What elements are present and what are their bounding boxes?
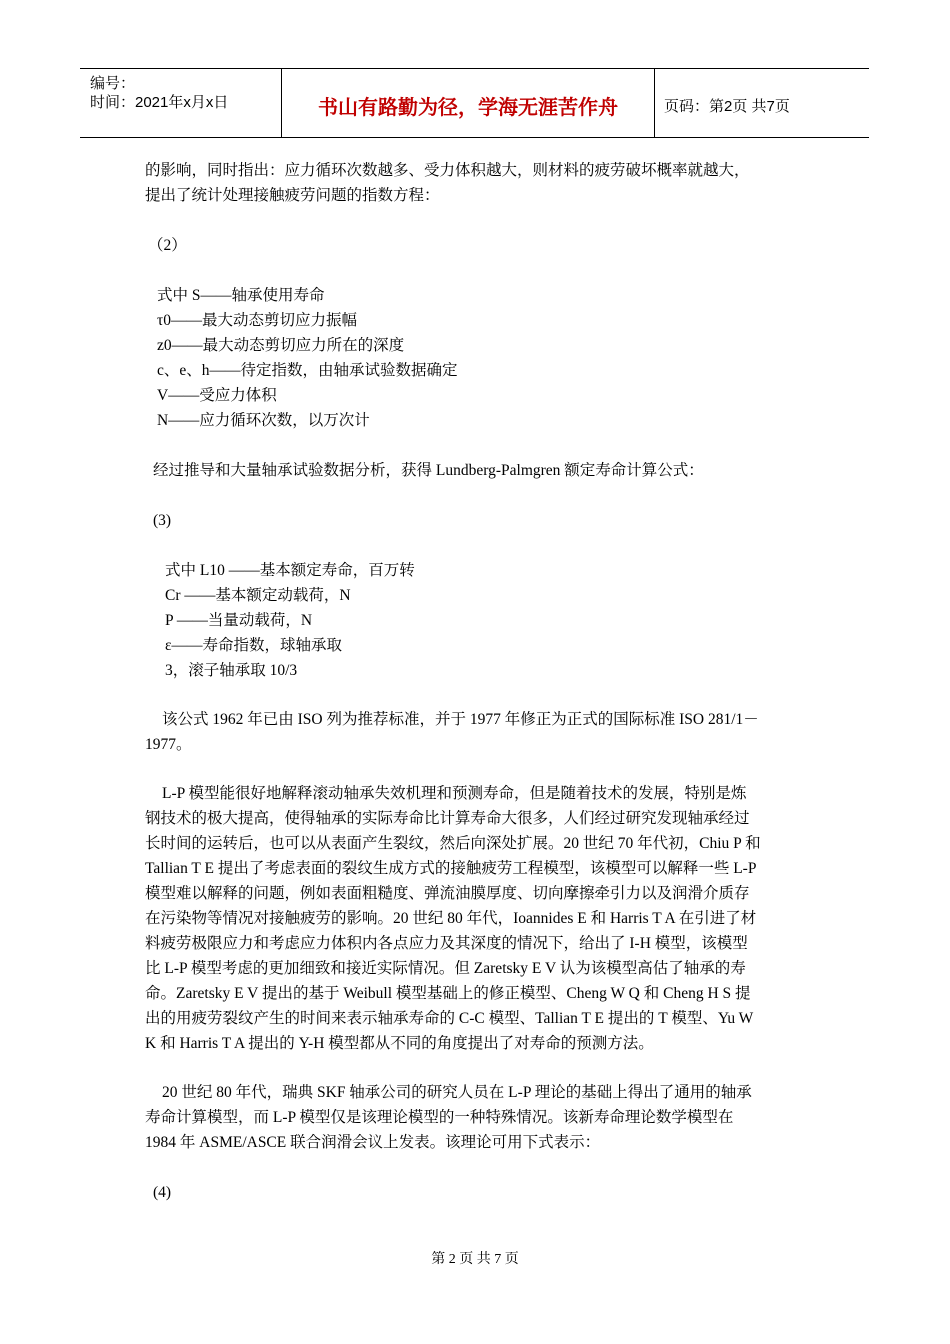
paragraph-line: 模型难以解释的问题，例如表面粗糙度、弹流油膜厚度、切向摩擦牵引力以及润滑介质存 xyxy=(145,885,750,902)
definition-line: Cr ——基本额定动载荷，N xyxy=(165,587,351,604)
paragraph-line: 长时间的运转后，也可以从表面产生裂纹，然后向深处扩展。20 世纪 70 年代初，Chiu P 和 xyxy=(145,835,761,852)
definition-line: P ——当量动载荷，N xyxy=(165,612,313,629)
definition-line: 式中 L10 ——基本额定寿命，百万转 xyxy=(165,562,415,579)
definition-line: 3，滚子轴承取 10/3 xyxy=(165,662,298,679)
definition-line: V——受应力体积 xyxy=(157,387,277,404)
header-motto-cell xyxy=(282,69,655,137)
paragraph-line: K 和 Harris T A 提出的 Y-H 模型都从不同的角度提出了对寿命的预测方法。 xyxy=(145,1035,654,1052)
equation-number: (4) xyxy=(153,1184,172,1201)
paragraph-line: 在污染物等情况对接触疲劳的影响。20 世纪 80 年代，Ioannides E 和 Harris T A 在引进了材 xyxy=(145,910,757,927)
paragraph-line: 料疲劳极限应力和考虑应力体积内各点应力及其深度的情况下，给出了 I-H 模型，该模型 xyxy=(145,935,748,952)
paragraph-line: 该公式 1962 年已由 ISO 列为推荐标准，并于 1977 年修正为正式的国际标准 ISO 281/1－ xyxy=(162,711,759,728)
paragraph-line: 的影响，同时指出：应力循环次数越多、受力体积越大，则材料的疲劳破坏概率就越大， xyxy=(145,162,750,179)
definition-line: 式中 S——轴承使用寿命 xyxy=(157,287,325,304)
paragraph-line: 经过推导和大量轴承试验数据分析，获得 Lundberg-Palmgren 额定寿命计算公式： xyxy=(153,462,704,479)
definition-line: τ0——最大动态剪切应力振幅 xyxy=(157,312,357,329)
paragraph-line: 钢技术的极大提高，使得轴承的实际寿命比计算寿命大很多，人们经过研究发现轴承经过 xyxy=(145,810,750,827)
page-info: 页码：第2页 共7页 xyxy=(664,98,790,115)
definition-line: N——应力循环次数，以万次计 xyxy=(157,412,370,429)
equation-number: （2） xyxy=(148,237,187,254)
motto: 书山有路勤为径，学海无涯苦作舟 xyxy=(318,95,618,119)
paragraph-line: Tallian T E 提出了考虑表面的裂纹生成方式的接触疲劳工程模型，该模型可以解释一些 L-P xyxy=(145,860,757,877)
definition-line: ε——寿命指数，球轴承取 xyxy=(165,637,343,654)
paragraph-line: 1984 年 ASME/ASCE 联合润滑会议上发表。该理论可用下式表示： xyxy=(145,1134,601,1151)
definition-line: c、e、h——待定指数，由轴承试验数据确定 xyxy=(157,362,458,379)
paragraph-line: 1977。 xyxy=(145,736,192,753)
equation-number: (3) xyxy=(153,512,172,529)
paragraph-line: 20 世纪 80 年代，瑞典 SKF 轴承公司的研究人员在 L-P 理论的基础上得出了通用的轴承 xyxy=(162,1084,752,1101)
page-footer: 第 2 页 共 7 页 xyxy=(431,1252,519,1267)
definition-line: z0——最大动态剪切应力所在的深度 xyxy=(157,337,405,354)
header-info-cell xyxy=(80,69,282,137)
time-label: 时间：2021年x月x日 xyxy=(90,94,229,111)
paragraph-line: 出的用疲劳裂纹产生的时间来表示轴承寿命的 C-C 模型、Tallian T E 提出的 T 模型、Yu W xyxy=(145,1010,754,1027)
header-page-cell xyxy=(655,69,869,137)
paragraph-line: 寿命计算模型，而 L-P 模型仅是该理论模型的一种特殊情况。该新寿命理论数学模型在 xyxy=(145,1109,734,1126)
number-label: 编号： xyxy=(90,75,136,92)
page-header xyxy=(80,68,869,138)
paragraph-line: 命。Zaretsky E V 提出的基于 Weibull 模型基础上的修正模型、Cheng W Q 和 Cheng H S 提 xyxy=(145,985,751,1002)
paragraph-line: 提出了统计处理接触疲劳问题的指数方程： xyxy=(145,187,440,204)
paragraph-line: L-P 模型能很好地解释滚动轴承失效机理和预测寿命，但是随着技术的发展，特别是炼 xyxy=(162,785,747,802)
paragraph-line: 比 L-P 模型考虑的更加细致和接近实际情况。但 Zaretsky E V 认为该模型高估了轴承的寿 xyxy=(145,960,746,977)
